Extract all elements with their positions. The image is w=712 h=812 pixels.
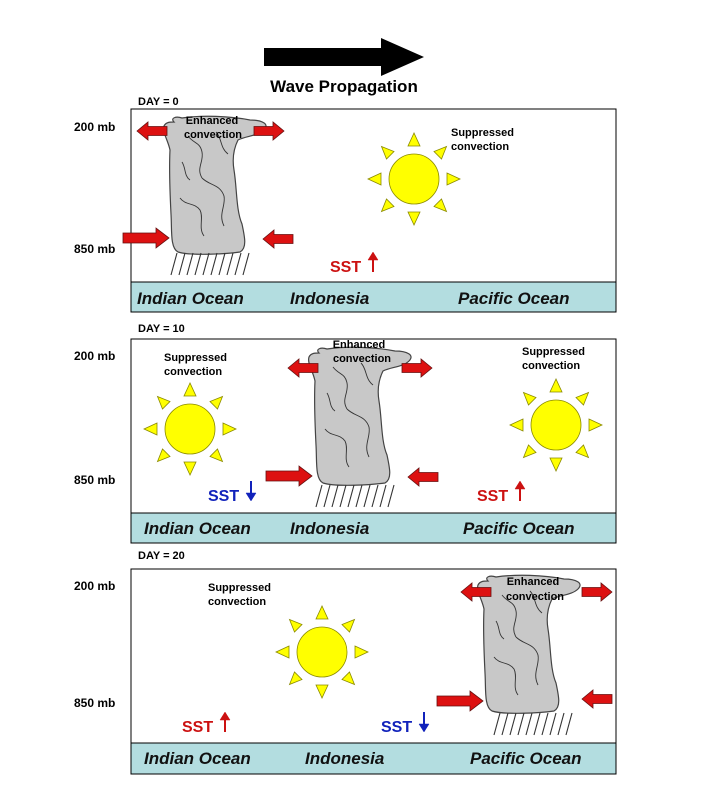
ocean-label-east: Pacific Ocean (463, 519, 575, 538)
suppressed-label-line2: convection (208, 596, 267, 608)
day-label: DAY = 0 (138, 96, 179, 108)
sst-label: SST (330, 259, 362, 276)
ocean-label-west: Indian Ocean (144, 519, 251, 538)
day-label: DAY = 10 (138, 323, 185, 335)
wave-propagation-header (264, 38, 424, 96)
enhanced-label-line1: Enhanced (332, 339, 386, 351)
level-850mb-label: 850 mb (74, 696, 116, 710)
suppressed-label-west-line2: convection (164, 366, 223, 378)
level-850mb-label: 850 mb (74, 473, 116, 487)
suppressed-label-east-line2: convection (522, 360, 581, 372)
sst-label: SST (182, 719, 214, 736)
suppressed-label-west-line1: Suppressed (164, 352, 227, 364)
title: Wave Propagation (270, 77, 418, 96)
ocean-label-center: Indonesia (305, 749, 385, 768)
propagation-arrow-icon (264, 38, 424, 76)
panel-day-10 (74, 323, 616, 543)
enhanced-label-line2: convection (183, 129, 243, 141)
day-label: DAY = 20 (138, 550, 185, 562)
level-200mb-label: 200 mb (74, 349, 116, 363)
panel-day-0 (74, 96, 616, 312)
panel-day-20 (74, 550, 616, 774)
enhanced-label-line1: Enhanced (185, 115, 239, 127)
sst-label: SST (208, 488, 240, 505)
level-200mb-label: 200 mb (74, 579, 116, 593)
suppressed-label-line1: Suppressed (208, 582, 271, 594)
sst-label: SST (381, 719, 413, 736)
ocean-label-center: Indonesia (290, 519, 370, 538)
ocean-label-west: Indian Ocean (144, 749, 251, 768)
suppressed-label-east-line1: Suppressed (522, 346, 585, 358)
ocean-label-east: Pacific Ocean (470, 749, 582, 768)
level-850mb-label: 850 mb (74, 242, 116, 256)
enhanced-label-line2: convection (505, 591, 565, 603)
suppressed-label-line1: Suppressed (451, 127, 514, 139)
sst-label: SST (477, 488, 509, 505)
ocean-label-west: Indian Ocean (137, 289, 244, 308)
level-200mb-label: 200 mb (74, 120, 116, 134)
suppressed-label-line2: convection (451, 141, 510, 153)
ocean-label-center: Indonesia (290, 289, 370, 308)
ocean-label-east: Pacific Ocean (458, 289, 570, 308)
enhanced-label-line1: Enhanced (506, 576, 560, 588)
enhanced-label-line2: convection (332, 353, 392, 365)
